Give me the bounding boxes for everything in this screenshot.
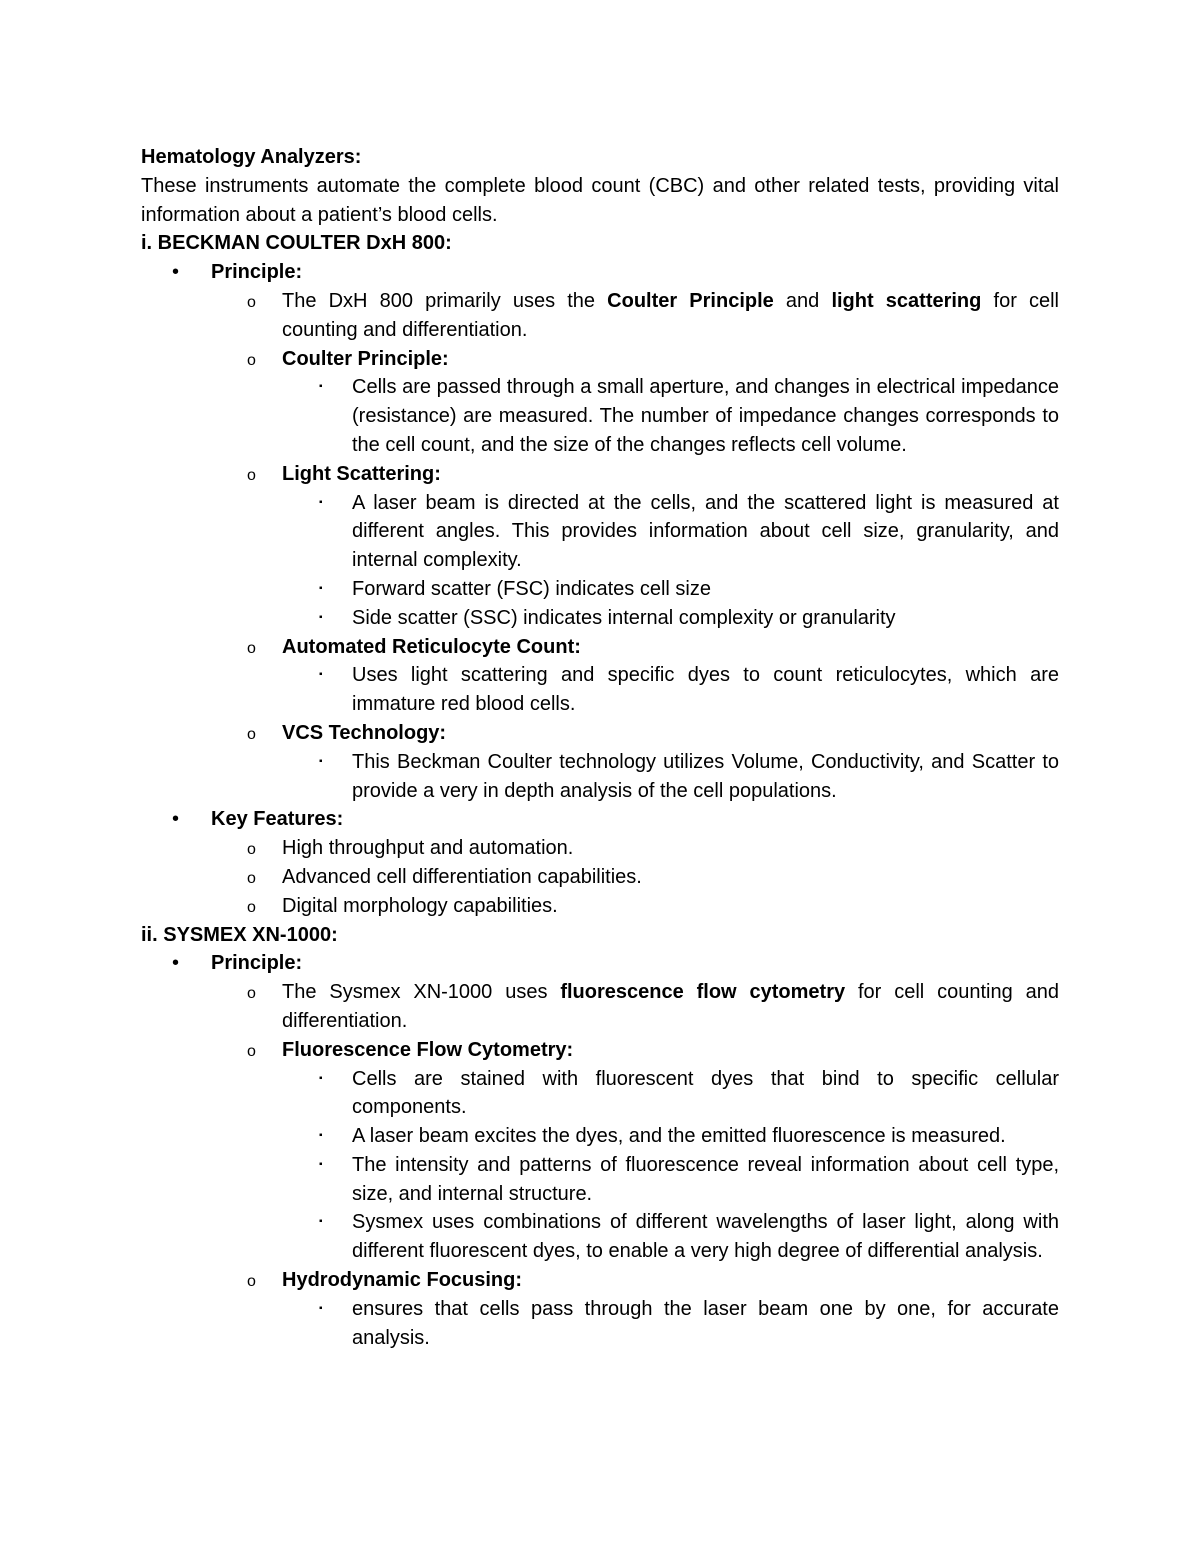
intro-paragraph: These instruments automate the complete blood count (CBC) and other related tests, providing vital information about a patient’s blood cells. xyxy=(141,174,1059,226)
point-text: A laser beam is directed at the cells, and the scattered light is measured at different angles. This provides information about cell size, granularity, and internal complexity. xyxy=(352,491,1059,572)
circle-item-principle-intro xyxy=(141,978,1059,1036)
circle-marker: o xyxy=(247,725,256,743)
bullet-marker: • xyxy=(172,952,180,975)
sub-label: Coulter Principle: xyxy=(282,347,449,370)
circle-marker: o xyxy=(247,293,256,311)
principle-label: Principle: xyxy=(211,261,303,284)
square-marker: ▪ xyxy=(319,755,323,767)
feature-text: Digital morphology capabilities. xyxy=(282,894,558,917)
circle-marker: o xyxy=(247,841,256,859)
sub-label: VCS Technology: xyxy=(282,721,447,744)
point-text: A laser beam excites the dyes, and the emitted fluorescence is measured. xyxy=(352,1125,1006,1148)
square-item xyxy=(141,1208,1059,1266)
circle-item-principle-intro xyxy=(141,287,1059,345)
feature-text: Advanced cell differentiation capabilities. xyxy=(282,865,642,888)
square-marker: ▪ xyxy=(319,669,323,681)
square-item xyxy=(141,1295,1059,1353)
circle-marker: o xyxy=(247,639,256,657)
square-item xyxy=(141,1151,1059,1209)
circle-item-vcs xyxy=(141,719,1059,748)
square-item xyxy=(141,373,1059,459)
bullet-marker: • xyxy=(172,261,180,284)
sub-label: Hydrodynamic Focusing: xyxy=(282,1269,523,1292)
point-text: Sysmex uses combinations of different wavelengths of laser light, along with different fluorescent dyes, to enable a very high degree of differential analysis. xyxy=(352,1211,1059,1263)
principle-label: Principle: xyxy=(211,952,303,975)
circle-marker: o xyxy=(247,869,256,887)
circle-item-feature xyxy=(141,863,1059,892)
square-marker: ▪ xyxy=(319,1216,323,1228)
point-text: Uses light scattering and specific dyes to count reticulocytes, which are immature red blood cells. xyxy=(352,664,1059,716)
circle-marker: o xyxy=(247,466,256,484)
point-text: ensures that cells pass through the laser beam one by one, for accurate analysis. xyxy=(352,1297,1059,1349)
square-item xyxy=(141,489,1059,575)
circle-item-feature xyxy=(141,892,1059,921)
square-marker: ▪ xyxy=(319,1072,323,1084)
sub-label: Automated Reticulocyte Count: xyxy=(282,635,581,658)
circle-item-light-scattering xyxy=(141,460,1059,489)
square-marker: ▪ xyxy=(319,1302,323,1314)
square-item xyxy=(141,575,1059,604)
square-marker: ▪ xyxy=(319,611,323,623)
circle-marker: o xyxy=(247,898,256,916)
bold-term: light scattering xyxy=(831,289,982,312)
point-text: Cells are stained with fluorescent dyes that bind to specific cellular components. xyxy=(352,1067,1059,1119)
circle-item-reticulocyte xyxy=(141,633,1059,662)
circle-marker: o xyxy=(247,351,256,369)
document-page xyxy=(141,143,1059,1352)
section-heading-beckman: i. BECKMAN COULTER DxH 800: xyxy=(141,232,452,255)
text-segment: The DxH 800 primarily uses the xyxy=(282,289,608,312)
circle-marker: o xyxy=(247,1273,256,1291)
point-text: Forward scatter (FSC) indicates cell size xyxy=(352,577,711,600)
circle-marker: o xyxy=(247,985,256,1003)
sub-label: Fluorescence Flow Cytometry: xyxy=(282,1038,574,1061)
circle-item-fluorescence xyxy=(141,1036,1059,1065)
sub-label: Light Scattering: xyxy=(282,462,441,485)
bullet-item-principle xyxy=(141,258,1059,287)
bullet-item-principle xyxy=(141,949,1059,978)
bullet-item-key-features xyxy=(141,805,1059,834)
circle-marker: o xyxy=(247,1042,256,1060)
feature-text: High throughput and automation. xyxy=(282,837,574,860)
square-marker: ▪ xyxy=(319,1158,323,1170)
point-text: The intensity and patterns of fluorescence reveal information about cell type, size, and internal structure. xyxy=(352,1153,1059,1205)
circle-item-feature xyxy=(141,834,1059,863)
text-segment: for cell counting and differentiation. xyxy=(282,981,1060,1032)
text-segment: for cell counting and differentiation. xyxy=(282,289,1060,341)
point-text: This Beckman Coulter technology utilizes Volume, Conductivity, and Scatter to provide a very in depth analysis of the cell populations. xyxy=(352,750,1059,802)
text-segment: The Sysmex XN-1000 uses xyxy=(282,981,561,1004)
section-heading-sysmex: ii. SYSMEX XN-1000: xyxy=(141,923,338,946)
square-item xyxy=(141,1122,1059,1151)
point-text: Cells are passed through a small aperture, and changes in electrical impedance (resistance) are measured. The number of impedance changes corresponds to the cell count, and the size of the changes reflects cell volume. xyxy=(352,376,1059,456)
bold-term: fluorescence flow cytometry xyxy=(560,981,846,1004)
features-label: Key Features: xyxy=(211,808,344,831)
bold-term: Coulter Principle xyxy=(607,289,774,312)
circle-item-hydrodynamic xyxy=(141,1266,1059,1295)
point-text: Side scatter (SSC) indicates internal complexity or granularity xyxy=(352,606,896,629)
circle-item-coulter xyxy=(141,345,1059,374)
square-item xyxy=(141,1065,1059,1123)
square-marker: ▪ xyxy=(319,582,323,594)
square-marker: ▪ xyxy=(319,1130,323,1142)
text-segment: and xyxy=(773,289,832,312)
square-marker: ▪ xyxy=(319,496,323,508)
square-item xyxy=(141,604,1059,633)
bullet-marker: • xyxy=(172,808,180,831)
square-item xyxy=(141,748,1059,806)
square-marker: ▪ xyxy=(319,381,323,393)
square-item xyxy=(141,661,1059,719)
document-title: Hematology Analyzers: xyxy=(141,146,362,168)
